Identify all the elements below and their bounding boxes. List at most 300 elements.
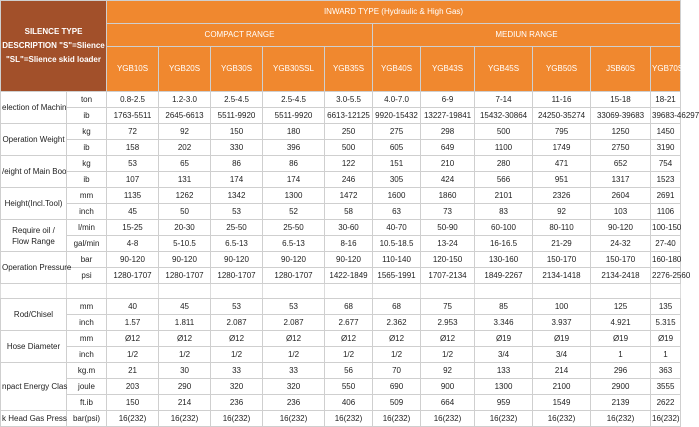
value-cell: 1472	[325, 188, 373, 204]
value-cell: 2.5-4.5	[211, 92, 263, 108]
value-cell: 3190	[651, 140, 681, 156]
value-cell: 25-50	[263, 220, 325, 236]
value-cell: 92	[159, 124, 211, 140]
value-cell: 3.346	[475, 315, 533, 331]
value-cell: 75	[421, 299, 475, 315]
value-cell: 4-8	[107, 236, 159, 252]
value-cell: 150-170	[591, 252, 651, 268]
value-cell: 330	[211, 140, 263, 156]
value-cell: 1/2	[107, 347, 159, 363]
unit-cell: gal/min	[67, 236, 107, 252]
value-cell: 58	[325, 204, 373, 220]
main-title: INWARD TYPE (Hydraulic & High Gas)	[107, 1, 681, 24]
value-cell: 45	[107, 204, 159, 220]
value-cell: 1300	[475, 379, 533, 395]
value-cell: 305	[373, 172, 421, 188]
value-cell: 1317	[591, 172, 651, 188]
value-cell: Ø12	[373, 331, 421, 347]
model-header-ygb70s: YGB70S	[651, 47, 681, 92]
value-cell: 275	[373, 124, 421, 140]
value-cell: 33	[211, 363, 263, 379]
model-header-ygb45s: YGB45S	[475, 47, 533, 92]
value-cell: 120-150	[421, 252, 475, 268]
value-cell: 68	[373, 299, 421, 315]
value-cell: 214	[533, 363, 591, 379]
table-row	[1, 284, 681, 299]
value-cell: 40	[107, 299, 159, 315]
unit-cell: kg.m	[67, 363, 107, 379]
value-cell: 53	[263, 299, 325, 315]
unit-cell: bar(psi)	[67, 411, 107, 427]
value-cell: 5.315	[651, 315, 681, 331]
unit-cell: kg	[67, 156, 107, 172]
value-cell: 2691	[651, 188, 681, 204]
value-cell: 68	[325, 299, 373, 315]
value-cell: 85	[475, 299, 533, 315]
value-cell: 24-32	[591, 236, 651, 252]
value-cell: 236	[263, 395, 325, 411]
value-cell	[533, 284, 591, 299]
model-header-ygb30ssl: YGB30SSL	[263, 47, 325, 92]
unit-cell: mm	[67, 299, 107, 315]
value-cell: 5511-9920	[263, 108, 325, 124]
value-cell: 27-40	[651, 236, 681, 252]
value-cell: Ø12	[325, 331, 373, 347]
value-cell: 90-120	[591, 220, 651, 236]
value-cell: 509	[373, 395, 421, 411]
value-cell	[263, 284, 325, 299]
value-cell: 1549	[533, 395, 591, 411]
value-cell: 471	[533, 156, 591, 172]
table-row	[1, 140, 681, 156]
value-cell: 1342	[211, 188, 263, 204]
value-cell: 2750	[591, 140, 651, 156]
table-row	[1, 124, 681, 140]
value-cell: 60-100	[475, 220, 533, 236]
model-header-ygb30s: YGB30S	[211, 47, 263, 92]
table-row	[1, 395, 681, 411]
value-cell: 1280-1707	[263, 268, 325, 284]
value-cell: 1106	[651, 204, 681, 220]
value-cell: 135	[651, 299, 681, 315]
value-cell: 33	[263, 363, 325, 379]
value-cell: 25-50	[211, 220, 263, 236]
value-cell: 2101	[475, 188, 533, 204]
value-cell: 39683-46297	[651, 108, 681, 124]
value-cell: 92	[421, 363, 475, 379]
value-cell: 1/2	[211, 347, 263, 363]
value-cell: 1860	[421, 188, 475, 204]
model-header-ygb40s: YGB40S	[373, 47, 421, 92]
value-cell: 16(232)	[651, 411, 681, 427]
value-cell: 664	[421, 395, 475, 411]
parameter-label: Operation Pressure	[1, 252, 67, 284]
value-cell: 2134-2418	[591, 268, 651, 284]
value-cell: 53	[211, 204, 263, 220]
value-cell: 8-16	[325, 236, 373, 252]
unit-cell: bar	[67, 252, 107, 268]
value-cell: 20-30	[159, 220, 211, 236]
table-row	[1, 331, 681, 347]
value-cell: 80-110	[533, 220, 591, 236]
value-cell: 90-120	[325, 252, 373, 268]
value-cell: 1262	[159, 188, 211, 204]
value-cell: 605	[373, 140, 421, 156]
value-cell	[373, 284, 421, 299]
unit-cell: ib	[67, 140, 107, 156]
value-cell: 2645-6613	[159, 108, 211, 124]
value-cell: 100-150	[651, 220, 681, 236]
value-cell: 16(232)	[533, 411, 591, 427]
value-cell: 246	[325, 172, 373, 188]
value-cell: 795	[533, 124, 591, 140]
value-cell: 24250-35274	[533, 108, 591, 124]
value-cell: 16(232)	[107, 411, 159, 427]
value-cell: 1749	[533, 140, 591, 156]
value-cell: 2.953	[421, 315, 475, 331]
value-cell: 3/4	[475, 347, 533, 363]
value-cell: 7-14	[475, 92, 533, 108]
value-cell: 1/2	[325, 347, 373, 363]
value-cell: 56	[325, 363, 373, 379]
value-cell: 1/2	[421, 347, 475, 363]
value-cell: 1280-1707	[159, 268, 211, 284]
value-cell: 45	[159, 299, 211, 315]
value-cell: 290	[159, 379, 211, 395]
value-cell: 1.2-3.0	[159, 92, 211, 108]
value-cell: 18-21	[651, 92, 681, 108]
parameter-label	[1, 284, 67, 299]
value-cell: 1763-5511	[107, 108, 159, 124]
value-cell: 6.5-13	[211, 236, 263, 252]
unit-cell: ib	[67, 172, 107, 188]
value-cell: 92	[533, 204, 591, 220]
value-cell: 1	[591, 347, 651, 363]
value-cell: 406	[325, 395, 373, 411]
value-cell: 1/2	[159, 347, 211, 363]
value-cell: 2.087	[263, 315, 325, 331]
value-cell: 649	[421, 140, 475, 156]
unit-cell: inch	[67, 315, 107, 331]
value-cell	[651, 284, 681, 299]
value-cell: 100	[533, 299, 591, 315]
table-row	[1, 347, 681, 363]
value-cell: 2900	[591, 379, 651, 395]
corner-description-cell	[1, 1, 107, 92]
value-cell: 424	[421, 172, 475, 188]
table-row	[1, 268, 681, 284]
value-cell: 2139	[591, 395, 651, 411]
value-cell: 63	[373, 204, 421, 220]
value-cell: 16(232)	[373, 411, 421, 427]
value-cell: 16(232)	[159, 411, 211, 427]
parameter-label: Rod/Chisel	[1, 299, 67, 331]
value-cell: 6-9	[421, 92, 475, 108]
value-cell	[325, 284, 373, 299]
table-row	[1, 411, 681, 427]
unit-cell	[67, 284, 107, 299]
value-cell: 158	[107, 140, 159, 156]
value-cell: 5511-9920	[211, 108, 263, 124]
value-cell: 1600	[373, 188, 421, 204]
value-cell: 90-120	[263, 252, 325, 268]
value-cell: 500	[325, 140, 373, 156]
value-cell: 363	[651, 363, 681, 379]
table-row	[1, 188, 681, 204]
value-cell: 130-160	[475, 252, 533, 268]
corner-line: "SL"=Slience skid loader	[6, 55, 101, 64]
value-cell: 83	[475, 204, 533, 220]
table-row	[1, 315, 681, 331]
unit-cell: inch	[67, 204, 107, 220]
value-cell: 1300	[263, 188, 325, 204]
value-cell: 11-16	[533, 92, 591, 108]
value-cell: Ø12	[211, 331, 263, 347]
value-cell: 30	[159, 363, 211, 379]
value-cell: 16(232)	[211, 411, 263, 427]
value-cell: 1422-1849	[325, 268, 373, 284]
parameter-label: Height(Incl.Tool)	[1, 188, 67, 220]
value-cell: 133	[475, 363, 533, 379]
value-cell: 2.5-4.5	[263, 92, 325, 108]
table-row	[1, 204, 681, 220]
parameter-label: Operation Weight	[1, 124, 67, 156]
value-cell	[211, 284, 263, 299]
table-row	[1, 363, 681, 379]
value-cell: 103	[591, 204, 651, 220]
value-cell: 13-24	[421, 236, 475, 252]
value-cell: 3555	[651, 379, 681, 395]
value-cell: 16(232)	[421, 411, 475, 427]
value-cell: 296	[591, 363, 651, 379]
value-cell: 174	[263, 172, 325, 188]
table-row	[1, 236, 681, 252]
value-cell: 2622	[651, 395, 681, 411]
value-cell: 4.921	[591, 315, 651, 331]
value-cell: 0.8-2.5	[107, 92, 159, 108]
model-header-jsb60s: JSB60S	[591, 47, 651, 92]
value-cell: 2134-1418	[533, 268, 591, 284]
value-cell: 65	[159, 156, 211, 172]
value-cell: 15-18	[591, 92, 651, 108]
value-cell: 13227-19841	[421, 108, 475, 124]
value-cell: 15-25	[107, 220, 159, 236]
model-header-ygb10s: YGB10S	[107, 47, 159, 92]
value-cell: 1523	[651, 172, 681, 188]
value-cell: 1707-2134	[421, 268, 475, 284]
value-cell: 652	[591, 156, 651, 172]
value-cell: 210	[421, 156, 475, 172]
value-cell: 500	[475, 124, 533, 140]
value-cell: 2.087	[211, 315, 263, 331]
unit-cell: mm	[67, 188, 107, 204]
value-cell: 2.677	[325, 315, 373, 331]
value-cell: Ø12	[107, 331, 159, 347]
corner-line: SILENCE TYPE	[24, 27, 83, 36]
value-cell: 9920-15432	[373, 108, 421, 124]
table-row	[1, 92, 681, 108]
value-cell: Ø12	[159, 331, 211, 347]
value-cell: 125	[591, 299, 651, 315]
value-cell: 754	[651, 156, 681, 172]
unit-cell: l/min	[67, 220, 107, 236]
value-cell: 33069-39683	[591, 108, 651, 124]
value-cell: 236	[211, 395, 263, 411]
value-cell: 16(232)	[475, 411, 533, 427]
value-cell: Ø19	[651, 331, 681, 347]
value-cell: 396	[263, 140, 325, 156]
value-cell: 53	[107, 156, 159, 172]
value-cell: 320	[211, 379, 263, 395]
value-cell: 298	[421, 124, 475, 140]
value-cell: 107	[107, 172, 159, 188]
value-cell: 151	[373, 156, 421, 172]
parameter-label: npact Energy Clas	[1, 363, 67, 411]
table-row	[1, 379, 681, 395]
value-cell: 5-10.5	[159, 236, 211, 252]
value-cell: 1/2	[373, 347, 421, 363]
value-cell: 150	[107, 395, 159, 411]
value-cell	[421, 284, 475, 299]
value-cell: 70	[373, 363, 421, 379]
group-compact-range: COMPACT RANGE	[107, 24, 373, 47]
value-cell	[591, 284, 651, 299]
table-row	[1, 172, 681, 188]
value-cell	[159, 284, 211, 299]
value-cell: 203	[107, 379, 159, 395]
value-cell: 3/4	[533, 347, 591, 363]
corner-line: DESCRIPTION "S"=Slience	[2, 41, 105, 50]
unit-cell: ib	[67, 108, 107, 124]
value-cell: 6613-12125	[325, 108, 373, 124]
value-cell: Ø12	[421, 331, 475, 347]
parameter-label: /eight of Main Boo	[1, 156, 67, 188]
value-cell: 50-90	[421, 220, 475, 236]
value-cell: 214	[159, 395, 211, 411]
value-cell: 122	[325, 156, 373, 172]
value-cell: 1135	[107, 188, 159, 204]
value-cell: 1100	[475, 140, 533, 156]
value-cell: 900	[421, 379, 475, 395]
value-cell: 1250	[591, 124, 651, 140]
value-cell: Ø12	[263, 331, 325, 347]
model-header-ygb20s: YGB20S	[159, 47, 211, 92]
value-cell: 52	[263, 204, 325, 220]
table-row	[1, 299, 681, 315]
value-cell: 550	[325, 379, 373, 395]
value-cell: 90-120	[107, 252, 159, 268]
value-cell: 3.0-5.5	[325, 92, 373, 108]
value-cell: 3.937	[533, 315, 591, 331]
value-cell: 21	[107, 363, 159, 379]
unit-cell: psi	[67, 268, 107, 284]
value-cell: 150-170	[533, 252, 591, 268]
value-cell: 131	[159, 172, 211, 188]
value-cell: Ø19	[475, 331, 533, 347]
model-header-ygb35s: YGB35S	[325, 47, 373, 92]
value-cell: 959	[475, 395, 533, 411]
value-cell: 1.811	[159, 315, 211, 331]
value-cell: 2326	[533, 188, 591, 204]
value-cell: 690	[373, 379, 421, 395]
value-cell: 30-60	[325, 220, 373, 236]
unit-cell: inch	[67, 347, 107, 363]
value-cell: 86	[263, 156, 325, 172]
value-cell: 1450	[651, 124, 681, 140]
value-cell	[107, 284, 159, 299]
unit-cell: joule	[67, 379, 107, 395]
value-cell: 90-120	[211, 252, 263, 268]
value-cell: 16(232)	[263, 411, 325, 427]
parameter-label: Hose Diameter	[1, 331, 67, 363]
value-cell: 1565-1991	[373, 268, 421, 284]
value-cell: 6.5-13	[263, 236, 325, 252]
value-cell: 50	[159, 204, 211, 220]
value-cell: 2604	[591, 188, 651, 204]
value-cell: 2276-2560	[651, 268, 681, 284]
value-cell	[475, 284, 533, 299]
table-row	[1, 220, 681, 236]
value-cell: 16-16.5	[475, 236, 533, 252]
model-header-ygb43s: YGB43S	[421, 47, 475, 92]
table-row	[1, 156, 681, 172]
value-cell: 2100	[533, 379, 591, 395]
parameter-label: election of Machin	[1, 92, 67, 124]
value-cell: 2.362	[373, 315, 421, 331]
value-cell: 280	[475, 156, 533, 172]
value-cell: 40-70	[373, 220, 421, 236]
parameter-label: Require oil / Flow Range	[1, 220, 67, 252]
value-cell: 1280-1707	[211, 268, 263, 284]
value-cell: 72	[107, 124, 159, 140]
value-cell: 951	[533, 172, 591, 188]
value-cell: 1	[651, 347, 681, 363]
value-cell: 150	[211, 124, 263, 140]
value-cell: 73	[421, 204, 475, 220]
value-cell: 16(232)	[325, 411, 373, 427]
value-cell: 202	[159, 140, 211, 156]
value-cell: 86	[211, 156, 263, 172]
model-header-ygb50s: YGB50S	[533, 47, 591, 92]
unit-cell: ton	[67, 92, 107, 108]
value-cell: 53	[211, 299, 263, 315]
value-cell: 1280-1707	[107, 268, 159, 284]
value-cell: 250	[325, 124, 373, 140]
value-cell: Ø19	[591, 331, 651, 347]
value-cell: 90-120	[159, 252, 211, 268]
value-cell: 174	[211, 172, 263, 188]
table-row	[1, 108, 681, 124]
unit-cell: mm	[67, 331, 107, 347]
value-cell: Ø19	[533, 331, 591, 347]
value-cell: 1849-2267	[475, 268, 533, 284]
value-cell: 160-180	[651, 252, 681, 268]
value-cell: 1/2	[263, 347, 325, 363]
value-cell: 10.5-18.5	[373, 236, 421, 252]
value-cell: 180	[263, 124, 325, 140]
value-cell: 1.57	[107, 315, 159, 331]
table-row	[1, 252, 681, 268]
unit-cell: ft.ib	[67, 395, 107, 411]
value-cell: 16(232)	[591, 411, 651, 427]
value-cell: 320	[263, 379, 325, 395]
unit-cell: kg	[67, 124, 107, 140]
value-cell: 21-29	[533, 236, 591, 252]
value-cell: 15432-30864	[475, 108, 533, 124]
parameter-label: k Head Gas Press	[1, 411, 67, 427]
value-cell: 566	[475, 172, 533, 188]
value-cell: 110-140	[373, 252, 421, 268]
